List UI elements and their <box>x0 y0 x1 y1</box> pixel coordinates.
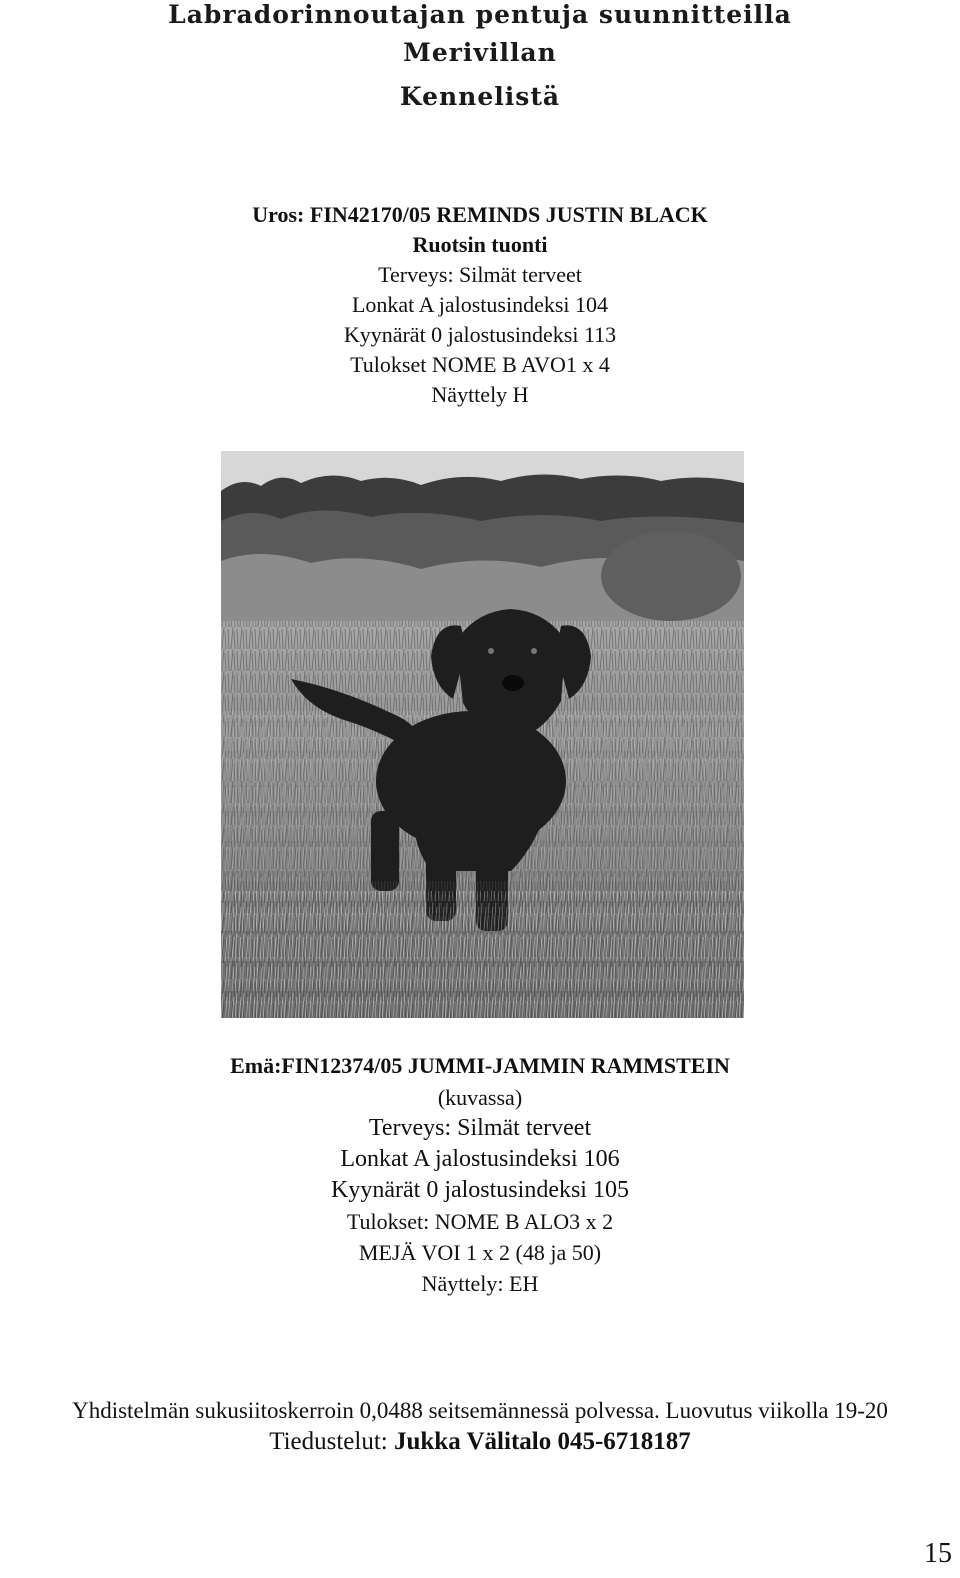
dam-title: Emä:FIN12374/05 JUMMI-JAMMIN RAMMSTEIN <box>230 1053 730 1078</box>
dog-photo-icon <box>221 451 744 1018</box>
dam-elbows: Kyynärät 0 jalostusindeksi 105 <box>331 1177 629 1203</box>
sire-hips: Lonkat A jalostusindeksi 104 <box>351 292 609 317</box>
contact-line <box>0 1428 960 1456</box>
heading-line-1: Labradorinnoutajan pentuja suunnitteilla <box>168 0 792 29</box>
dam-meja: MEJÄ VOI 1 x 2 (48 ja 50) <box>358 1240 602 1265</box>
page-number: 15 <box>924 1538 952 1569</box>
contact-label: Tiedustelut: <box>269 1428 394 1455</box>
dam-show: Näyttely: EH <box>421 1271 539 1296</box>
dam-results: Tulokset: NOME B ALO3 x 2 <box>346 1209 614 1234</box>
dog-photo <box>221 451 744 1018</box>
dam-note: (kuvassa) <box>437 1085 523 1110</box>
sire-title: Uros: FIN42170/05 REMINDS JUSTIN BLACK <box>252 202 708 227</box>
sire-elbows: Kyynärät 0 jalostusindeksi 113 <box>343 322 617 347</box>
sire-show: Näyttely H <box>431 382 529 407</box>
dam-info <box>0 1050 960 1299</box>
sire-origin: Ruotsin tuonti <box>412 232 548 257</box>
contact-value: Jukka Välitalo 045-6718187 <box>393 1428 691 1455</box>
sire-results: Tulokset NOME B AVO1 x 4 <box>350 352 610 377</box>
dam-health: Terveys: Silmät terveet <box>368 1115 592 1141</box>
inbreeding-note: Yhdistelmän sukusiitoskerroin 0,0488 seitsemännessä polvessa. Luovutus viikolla 19-20 <box>72 1398 888 1423</box>
sire-info <box>0 200 960 410</box>
heading-line-3: Kennelistä <box>399 82 561 111</box>
dam-hips: Lonkat A jalostusindeksi 106 <box>340 1146 620 1172</box>
sire-health: Terveys: Silmät terveet <box>378 262 582 287</box>
heading-line-2: Merivillan <box>403 38 557 67</box>
